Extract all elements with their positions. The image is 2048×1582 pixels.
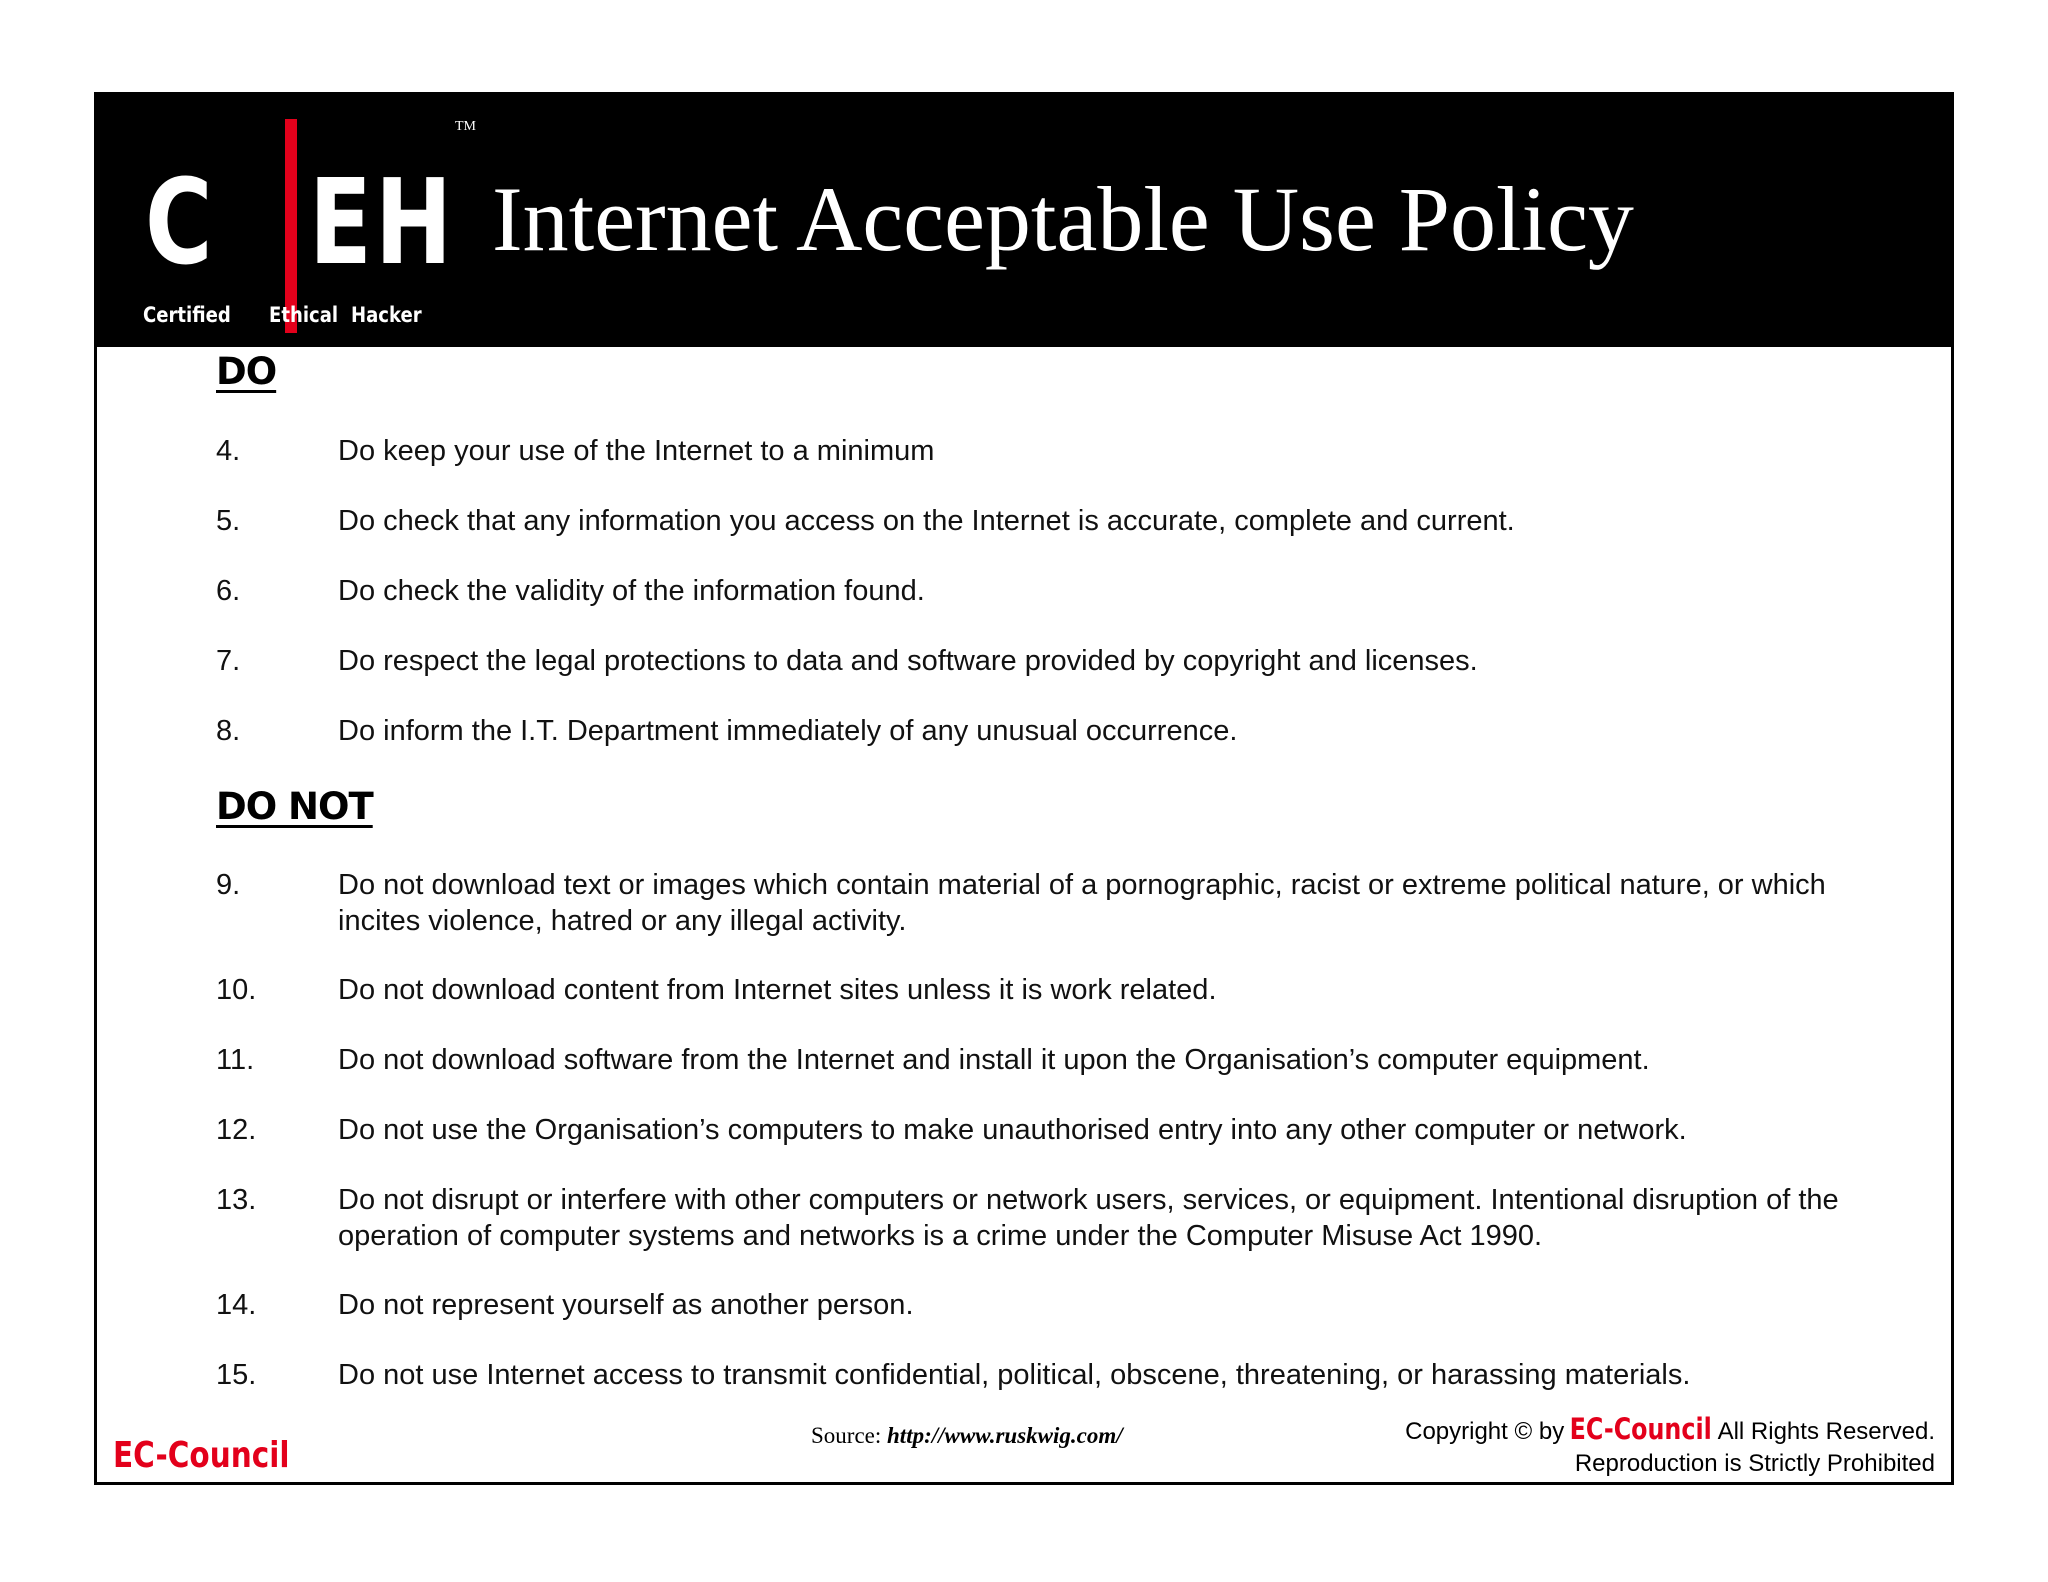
- ceh-logo: [143, 107, 476, 335]
- item-text: Do not download software from the Internet and install it upon the Organisation’s computer equipment.: [338, 1044, 1650, 1076]
- item-number: 15.: [216, 1359, 257, 1391]
- item-text: Do not download content from Internet sites unless it is work related.: [338, 974, 1217, 1006]
- item-number: 4.: [216, 435, 241, 467]
- item-text: Do not use the Organisation’s computers to make unauthorised entry into any other computer or network.: [338, 1114, 1687, 1146]
- item-number: 5.: [216, 505, 241, 537]
- header-bar: [97, 95, 1951, 347]
- copyright-line: [1405, 1413, 1935, 1448]
- item-text: Do inform the I.T. Department immediately of any unusual occurrence.: [338, 715, 1238, 747]
- source-label: Source:: [811, 1423, 882, 1448]
- item-text: Do not use Internet access to transmit confidential, political, obscene, threatening, or harassing materials.: [338, 1359, 1691, 1391]
- copyright-brand: EC-Council: [1569, 1412, 1712, 1446]
- slide: [94, 92, 1954, 1485]
- logo-letter-h: H: [375, 153, 453, 291]
- logo-sub-hacker: Hacker: [351, 303, 422, 327]
- logo-letter-c: C: [145, 153, 213, 291]
- item-text: Do not represent yourself as another person.: [338, 1289, 914, 1321]
- item-number: 11.: [216, 1044, 255, 1076]
- item-text: Do not download text or images which contain material of a pornographic, racist or extreme political nature, or which incites violence, hatred or any illegal activity.: [338, 869, 1826, 937]
- item-number: 8.: [216, 715, 241, 747]
- item-number: 6.: [216, 575, 241, 607]
- source-citation: [811, 1423, 1123, 1449]
- copyright-suffix: All Rights Reserved.: [1717, 1418, 1935, 1445]
- item-text: Do check that any information you access on the Internet is accurate, complete and current.: [338, 505, 1515, 537]
- trademark-mark: TM: [455, 119, 476, 134]
- item-number: 14.: [216, 1289, 257, 1321]
- logo-sub-certified: Certified: [143, 303, 231, 327]
- copyright-prefix: Copyright © by: [1405, 1418, 1565, 1445]
- reproduction-notice: Reproduction is Strictly Prohibited: [1574, 1450, 1935, 1477]
- item-number: 7.: [216, 645, 241, 677]
- logo-letter-e: E: [309, 153, 372, 291]
- source-link[interactable]: http://www.ruskwig.com/: [887, 1423, 1123, 1448]
- logo-sub-ethical: Ethical: [269, 303, 339, 327]
- footer-brand-logo: EC-Council: [113, 1435, 290, 1476]
- do-heading: DO: [216, 350, 277, 393]
- item-text: Do not disrupt or interfere with other computers or network users, services, or equipment. Intentional disruption of the operation of computer systems and networks is a crime under the Computer Misuse Act 1990.: [338, 1184, 1839, 1252]
- item-text: Do check the validity of the information found.: [338, 575, 925, 607]
- item-text: Do keep your use of the Internet to a minimum: [338, 435, 935, 467]
- do-not-heading: DO NOT: [216, 785, 373, 828]
- item-number: 13.: [216, 1184, 257, 1216]
- item-text: Do respect the legal protections to data and software provided by copyright and licenses.: [338, 645, 1478, 677]
- copyright-notice: [1405, 1413, 1935, 1480]
- page-title: Internet Acceptable Use Policy: [492, 168, 1634, 270]
- logo-red-bar: [285, 119, 297, 333]
- item-number: 9.: [216, 869, 241, 901]
- item-number: 12.: [216, 1114, 257, 1146]
- item-number: 10.: [216, 974, 257, 1006]
